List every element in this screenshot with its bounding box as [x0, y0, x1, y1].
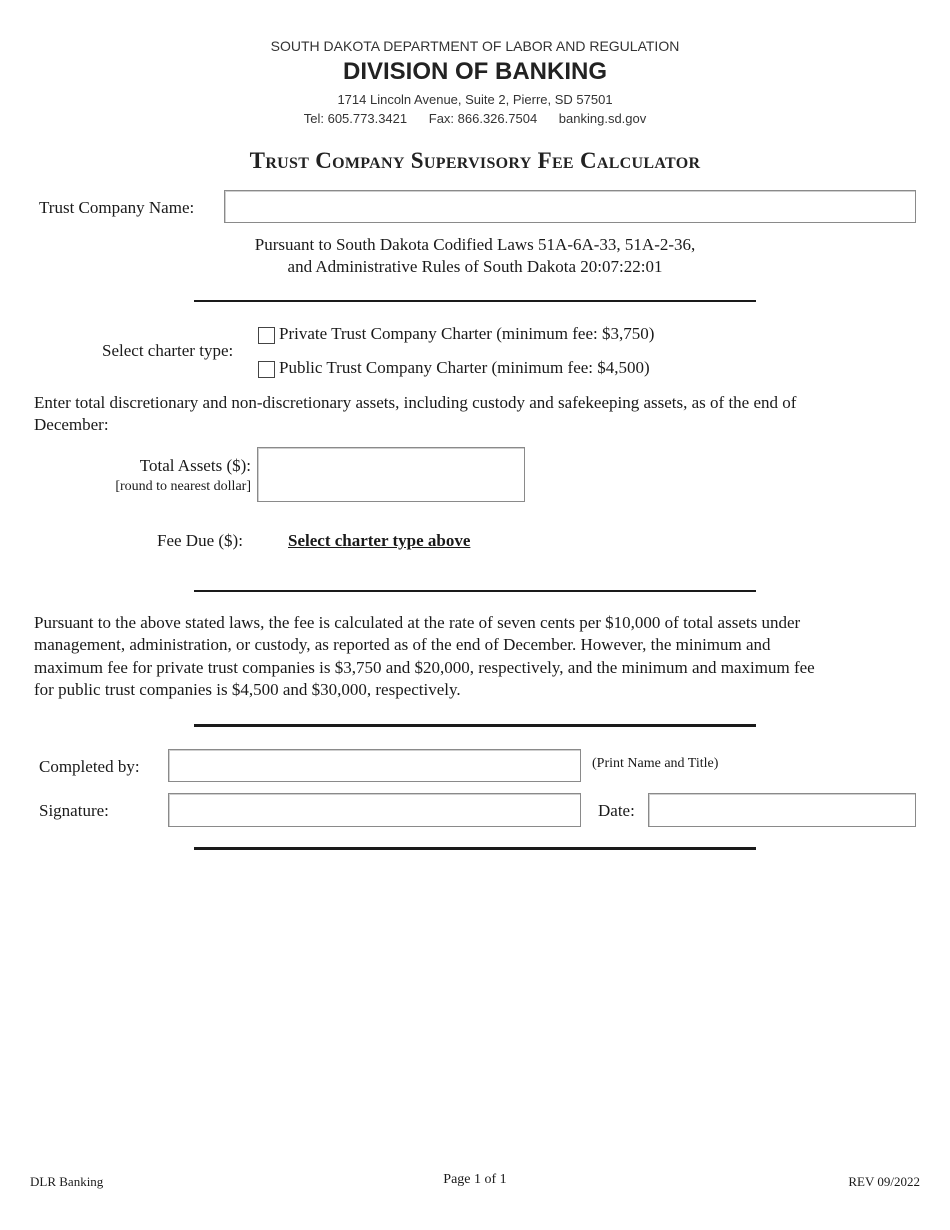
assets-instruction-line-2: December:	[34, 415, 109, 434]
explanation-line-3: maximum fee for private trust companies is $3,750 and $20,000, respectively, and the minimum and maximum fee	[34, 658, 815, 677]
divider	[194, 724, 756, 727]
company-name-input[interactable]	[224, 190, 916, 223]
total-assets-note: [round to nearest dollar]	[115, 479, 251, 494]
division-address: 1714 Lincoln Avenue, Suite 2, Pierre, SD 57501	[337, 92, 613, 107]
contact-line	[0, 111, 950, 126]
divider	[194, 847, 756, 850]
division-name: DIVISION OF BANKING	[342, 58, 607, 85]
fee-due-label: Fee Due ($):	[157, 531, 243, 550]
total-assets-input[interactable]	[257, 447, 525, 502]
page-number: Page 1 of 1	[443, 1172, 507, 1187]
total-assets-label: Total Assets ($):	[139, 456, 251, 475]
fee-due-value: Select charter type above	[288, 531, 471, 550]
explanation-line-2: management, administration, or custody, as reported as of the end of December. However, the minimum and	[34, 635, 771, 654]
date-input[interactable]	[648, 793, 916, 827]
date-label: Date:	[598, 801, 635, 820]
department-name: SOUTH DAKOTA DEPARTMENT OF LABOR AND REGULATION	[270, 38, 680, 54]
completed-by-label: Completed by:	[39, 757, 140, 776]
signature-input[interactable]	[168, 793, 581, 827]
footer-left: DLR Banking	[30, 1174, 104, 1189]
divider	[194, 590, 756, 592]
page-title: Trust Company Supervisory Fee Calculator	[249, 148, 701, 173]
telephone: Tel: 605.773.3421	[303, 111, 408, 126]
revision: REV 09/2022	[848, 1174, 920, 1189]
signature-label: Signature:	[39, 801, 109, 820]
fax: Fax: 866.326.7504	[428, 111, 538, 126]
public-charter-checkbox[interactable]	[258, 361, 275, 378]
company-name-label: Trust Company Name:	[39, 198, 195, 217]
assets-instruction-line-1: Enter total discretionary and non-discretionary assets, including custody and safekeeping assets, as of the end of	[34, 393, 797, 412]
explanation-line-1: Pursuant to the above stated laws, the fee is calculated at the rate of seven cents per $10,000 of total assets under	[34, 613, 801, 632]
private-charter-checkbox[interactable]	[258, 327, 275, 344]
completed-by-hint: (Print Name and Title)	[592, 756, 719, 771]
completed-by-input[interactable]	[168, 749, 581, 782]
divider	[194, 300, 756, 302]
charter-type-label: Select charter type:	[102, 341, 234, 360]
explanation-line-4: for public trust companies is $4,500 and $30,000, respectively.	[34, 680, 461, 699]
public-charter-label: Public Trust Company Charter (minimum fee: $4,500)	[279, 358, 650, 377]
authority-line-2: and Administrative Rules of South Dakota 20:07:22:01	[287, 257, 663, 276]
website: banking.sd.gov	[558, 111, 647, 126]
private-charter-label: Private Trust Company Charter (minimum fee: $3,750)	[279, 324, 655, 343]
authority-line-1: Pursuant to South Dakota Codified Laws 51A-6A-33, 51A-2-36,	[254, 235, 696, 254]
